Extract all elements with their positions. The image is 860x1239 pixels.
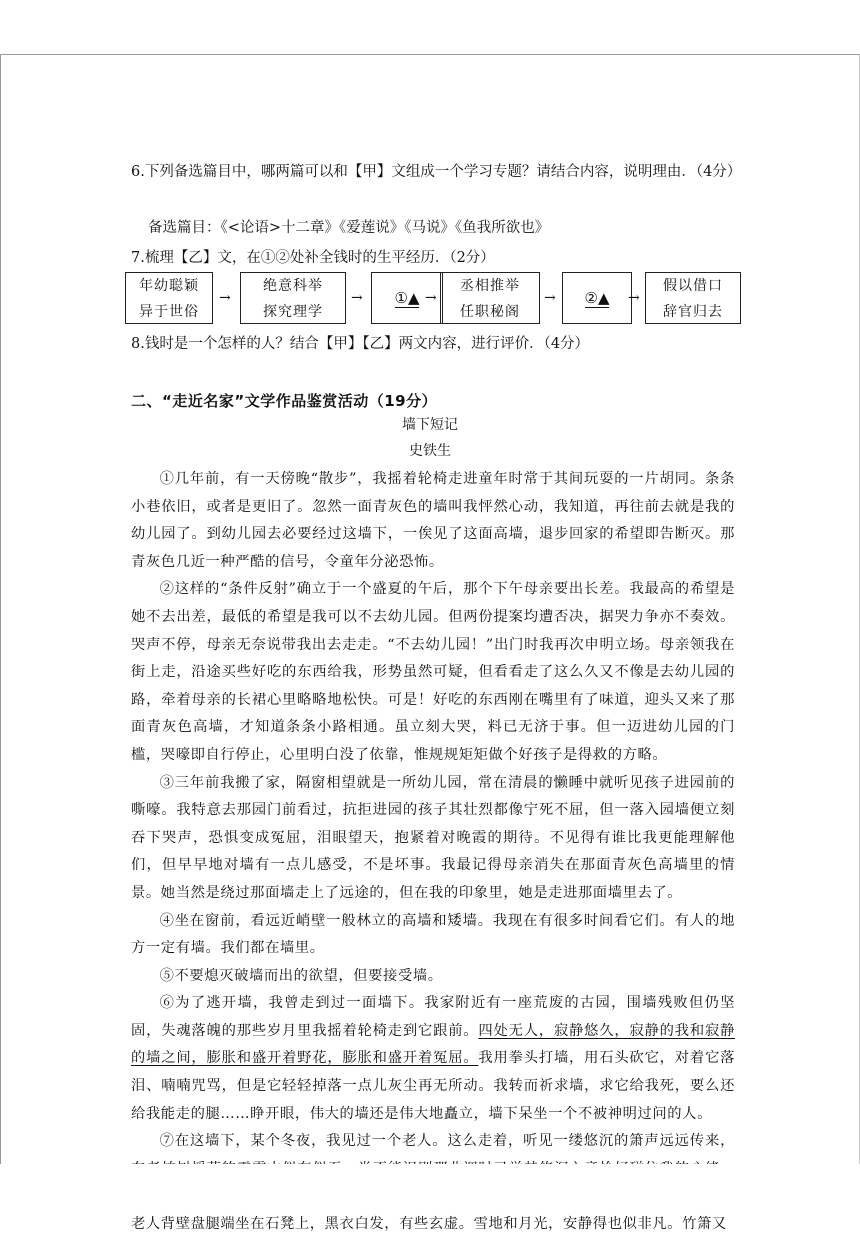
- flow-box-4: [440, 272, 540, 324]
- flow-blank-1-mark: ①▲: [394, 289, 420, 307]
- paragraph-6: [131, 990, 735, 1128]
- flow-box-6-line2: 辞官归去: [663, 304, 723, 320]
- question-6-options: 备选篇目：《<论语>十二章》《爱莲说》《马说》《鱼我所欲也》: [148, 220, 550, 236]
- flow-box-2: [240, 272, 346, 324]
- flow-box-4-line2: 任职秘阁: [460, 304, 520, 320]
- flow-box-2-line1: 绝意科举: [263, 278, 323, 294]
- paragraph-6-post: 我用拳头打墙，用石头砍它，对着它落泪、喃喃咒骂，但是它轻轻掉落一点儿灰尘再无所动。我转而祈求墙，求它给我死，要么还给我能走的腿……睁开眼，伟大的墙还是伟大地矗立，墙下呆坐一个不被神明过问的人。: [131, 1050, 735, 1122]
- paragraph-7: ⑦在这墙下，某个冬夜，我见过一个老人。这么走着，听见一缕悠沉的箫声远远传来， 老人背壁盘腿端坐在石凳上，黑衣白发，有些玄虚。雪地和月光，安静得也似非凡。竹箫又: [131, 1133, 735, 1233]
- flow-box-6: [645, 272, 741, 324]
- underlined-sentence: 四处无人，寂静悠久，寂静的我和寂静的墙之间，膨胀和盛开着野花，膨胀和盛开着冤屈。: [131, 1022, 735, 1067]
- paragraph-2: ②这样的“条件反射”确立于一个盛夏的午后，那个下午母亲要出长差。我最高的希望是她不去出差，最低的希望是我可以不去幼儿园。但两份提案均遭否决，据哭力争亦不奏效。哭声不停，母亲无奈说带我出去走走。“不去幼儿园！”出门时我再次申明立场。母亲领我在街上走，沿途买些好吃的东西给我，形势虽然可疑，但看看走了这么久又不像是去幼儿园的路，牵着母亲的长裙心里略略地松快。可是！好吃的东西刚在嘴里有了味道，迎头又来了那面青灰色高墙，才知道条条小路相通。虽立刻大哭，料已无济于事。但一迈进幼儿园的门槛，哭嚎即自行停止，心里明白没了依靠，惟规规矩矩做个好孩子是得救的方略。: [131, 581, 735, 763]
- section-2-heading: 二、“走近名家”文学作品鉴赏活动（19分）: [131, 392, 438, 410]
- question-8: 8.钱时是一个怎样的人？结合【甲】【乙】两文内容，进行评价．（4分）: [131, 336, 590, 352]
- flow-arrow-icon: →: [219, 290, 231, 306]
- paragraph-4: ④坐在窗前，看远近峭壁一般林立的高墙和矮墙。我现在有很多时间看它们。有人的地方一定有墙。我们都在墙里。: [131, 912, 735, 957]
- flow-box-4-line1: 丞相推举: [460, 278, 520, 294]
- flow-arrow-icon: →: [425, 290, 437, 306]
- article-author: 史铁生: [409, 443, 451, 459]
- flow-blank-2: [562, 272, 632, 324]
- article-title: 墙下短记: [402, 417, 458, 433]
- flow-box-1-line1: 年幼聪颖: [139, 278, 199, 294]
- page-bottom-margin: [0, 1164, 860, 1215]
- paragraph-5: ⑤不要熄灭破墙而出的欲望，但要接受墙。: [159, 967, 443, 984]
- question-6: 6.下列备选篇目中，哪两篇可以和【甲】文组成一个学习专题？请结合内容，说明理由．（4分）: [131, 164, 742, 180]
- paragraph-1: ①几年前，有一天傍晚“散步”，我摇着轮椅走进童年时常于其间玩耍的一片胡同。条条小巷依旧，或者是更旧了。忽然一面青灰色的墙叫我怦然心动，我知道，再往前去就是我的幼儿园了。到幼儿园去必要经过这墙下，一俟见了这面高墙，退步回家的希望即告断灭。那青灰色几近一种严酷的信号，令童年分泌恐怖。: [131, 471, 735, 570]
- paragraph-6-pre: ⑥为了逃开墙，我曾走到过一面墙下。我家附近有一座荒废的古园，围墙残败但仍坚固，失魂落魄的那些岁月里我摇着轮椅走到它跟前。: [131, 995, 735, 1039]
- flow-box-1: [125, 272, 213, 324]
- flow-box-6-line1: 假以借口: [663, 278, 723, 294]
- question-7: 7.梳理【乙】文，在①②处补全钱时的生平经历．（2分）: [131, 250, 495, 266]
- flow-box-1-line2: 异于世俗: [139, 304, 199, 320]
- flow-arrow-icon: →: [628, 290, 640, 306]
- flow-blank-2-mark: ②▲: [584, 289, 610, 307]
- flow-arrow-icon: →: [351, 290, 363, 306]
- life-flowchart: [125, 272, 741, 326]
- paragraph-3: ③三年前我搬了家，隔窗相望就是一所幼儿园，常在清晨的懒睡中就听见孩子进园前的嘶嚎。我特意去那园门前看过，抗拒进园的孩子其壮烈都像宁死不屈，但一落入园墙便立刻吞下哭声，恐惧变成冤屈，泪眼望天，抱紧着对晚霞的期待。不见得有谁比我更能理解他们，但早早地对墙有一点儿感受，不是坏事。我最记得母亲消失在那面青灰色高墙里的情景。她当然是绕过那面墙走上了远途的，但在我的印象里，她是走进那面墙里去了。: [131, 774, 735, 901]
- flow-box-2-line2: 探究理学: [263, 304, 323, 320]
- flow-arrow-icon: →: [544, 290, 556, 306]
- article-body: [131, 466, 735, 1239]
